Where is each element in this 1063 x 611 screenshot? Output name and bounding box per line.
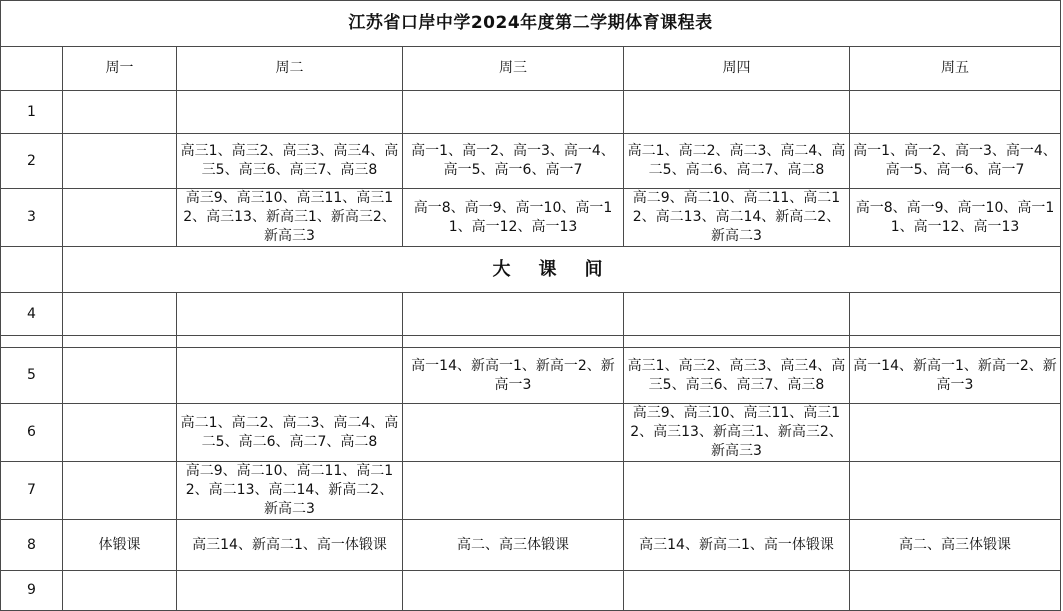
spacer-cell bbox=[1, 336, 63, 348]
period-number: 1 bbox=[1, 91, 63, 134]
schedule-cell: 高二、高三体锻课 bbox=[403, 520, 624, 571]
schedule-cell: 高二、高三体锻课 bbox=[850, 520, 1061, 571]
schedule-cell bbox=[403, 404, 624, 462]
break-row-blank bbox=[1, 247, 63, 293]
schedule-cell bbox=[850, 293, 1061, 336]
schedule-cell: 高二1、高二2、高二3、高二4、高二5、高二6、高二7、高二8 bbox=[624, 134, 850, 189]
schedule-cell bbox=[624, 91, 850, 134]
schedule-cell: 高一1、高一2、高一3、高一4、高一5、高一6、高一7 bbox=[403, 134, 624, 189]
schedule-cell bbox=[63, 462, 177, 520]
schedule-cell bbox=[177, 571, 403, 611]
schedule-cell bbox=[624, 293, 850, 336]
schedule-cell bbox=[63, 348, 177, 404]
schedule-cell: 高一14、新高一1、新高一2、新高一3 bbox=[850, 348, 1061, 404]
spacer-cell bbox=[63, 336, 177, 348]
schedule-cell: 高二1、高二2、高二3、高二4、高二5、高二6、高二7、高二8 bbox=[177, 404, 403, 462]
period-number: 9 bbox=[1, 571, 63, 611]
schedule-cell: 高三14、新高二1、高一体锻课 bbox=[624, 520, 850, 571]
period-number: 2 bbox=[1, 134, 63, 189]
period-number: 3 bbox=[1, 189, 63, 247]
schedule-cell bbox=[63, 134, 177, 189]
break-label: 大课间 bbox=[63, 247, 1061, 293]
page-title: 江苏省口岸中学2024年度第二学期体育课程表 bbox=[1, 1, 1061, 47]
period-number: 7 bbox=[1, 462, 63, 520]
day-header-wed: 周三 bbox=[403, 47, 624, 91]
day-header-thu: 周四 bbox=[624, 47, 850, 91]
spacer-cell bbox=[850, 336, 1061, 348]
spacer-cell bbox=[403, 336, 624, 348]
schedule-cell bbox=[63, 293, 177, 336]
schedule-cell bbox=[624, 462, 850, 520]
schedule-cell bbox=[177, 91, 403, 134]
schedule-cell: 高二9、高二10、高二11、高二12、高二13、高二14、新高二2、新高二3 bbox=[177, 462, 403, 520]
schedule-cell: 高一1、高一2、高一3、高一4、高一5、高一6、高一7 bbox=[850, 134, 1061, 189]
schedule-cell bbox=[63, 189, 177, 247]
schedule-cell bbox=[177, 348, 403, 404]
schedule-cell bbox=[850, 91, 1061, 134]
schedule-cell: 高一8、高一9、高一10、高一11、高一12、高一13 bbox=[850, 189, 1061, 247]
schedule-cell bbox=[403, 293, 624, 336]
schedule-cell: 高一14、新高一1、新高一2、新高一3 bbox=[403, 348, 624, 404]
schedule-cell bbox=[63, 571, 177, 611]
schedule-cell bbox=[403, 462, 624, 520]
schedule-cell: 高三9、高三10、高三11、高三12、高三13、新高三1、新高三2、新高三3 bbox=[177, 189, 403, 247]
schedule-cell bbox=[624, 571, 850, 611]
schedule-cell: 高一8、高一9、高一10、高一11、高一12、高一13 bbox=[403, 189, 624, 247]
schedule-cell bbox=[63, 91, 177, 134]
schedule-cell: 高三1、高三2、高三3、高三4、高三5、高三6、高三7、高三8 bbox=[177, 134, 403, 189]
day-header-fri: 周五 bbox=[850, 47, 1061, 91]
spacer-cell bbox=[624, 336, 850, 348]
schedule-cell: 高三1、高三2、高三3、高三4、高三5、高三6、高三7、高三8 bbox=[624, 348, 850, 404]
spacer-cell bbox=[177, 336, 403, 348]
schedule-cell bbox=[403, 571, 624, 611]
schedule-cell bbox=[403, 91, 624, 134]
corner-cell bbox=[1, 47, 63, 91]
schedule-cell bbox=[850, 404, 1061, 462]
period-number: 6 bbox=[1, 404, 63, 462]
period-number: 5 bbox=[1, 348, 63, 404]
schedule-cell bbox=[850, 462, 1061, 520]
schedule-cell: 高三14、新高二1、高一体锻课 bbox=[177, 520, 403, 571]
period-number: 8 bbox=[1, 520, 63, 571]
schedule-cell: 高三9、高三10、高三11、高三12、高三13、新高三1、新高三2、新高三3 bbox=[624, 404, 850, 462]
schedule-cell: 体锻课 bbox=[63, 520, 177, 571]
period-number: 4 bbox=[1, 293, 63, 336]
day-header-mon: 周一 bbox=[63, 47, 177, 91]
schedule-cell bbox=[63, 404, 177, 462]
schedule-cell bbox=[850, 571, 1061, 611]
schedule-cell: 高二9、高二10、高二11、高二12、高二13、高二14、新高二2、新高二3 bbox=[624, 189, 850, 247]
day-header-tue: 周二 bbox=[177, 47, 403, 91]
schedule-cell bbox=[177, 293, 403, 336]
